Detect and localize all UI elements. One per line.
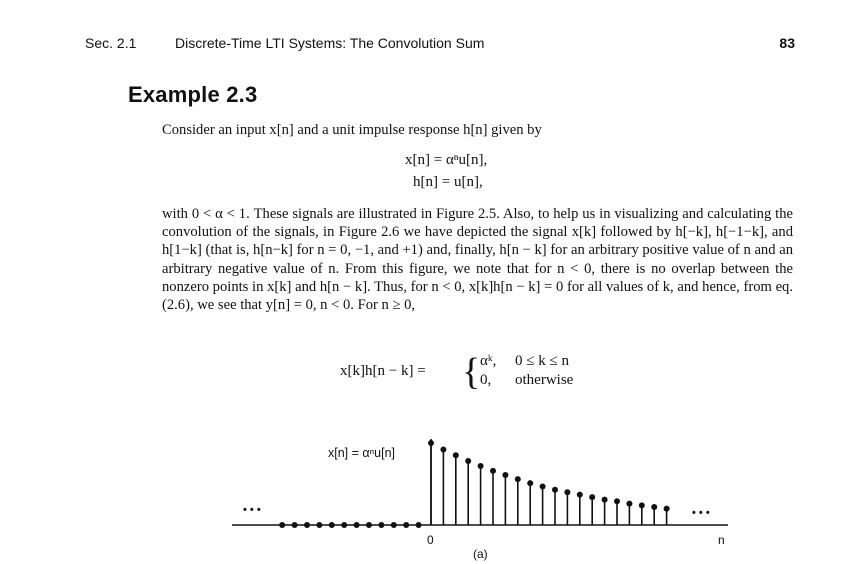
equation-input: x[n] = αⁿu[n], (405, 152, 488, 168)
piecewise-lhs: x[k]h[n − k] = (340, 363, 426, 379)
right-ellipsis: • • • (692, 507, 710, 519)
body-paragraph: with 0 < α < 1. These signals are illustrated in Figure 2.5. Also, to help us in visualizing and calculating the convolution of the signals, in Figure 2.6 we have depicted the signal x[k] followed by h[−k], h[−1−k], and h[1−k] (that is, h[n−k] for n = 0, −1, and +1) and, finally, h[n − k] for an arbitrary positive value of n and an arbitrary negative value of n. From this figure, we note that for n < 0, there is no overlap between the nonzero points in x[k] and h[n − k]. Thus, for n < 0, x[k]h[n − k] = 0 for all values of k, and hence, from eq. (2.6), we see that y[n] = 0, n < 0. For n ≥ 0, (162, 206, 793, 314)
left-ellipsis: • • • (243, 504, 261, 516)
stem-point-n2 (453, 452, 459, 458)
signal-label: x[n] = αⁿu[n] (328, 446, 396, 460)
equation-impulse-response: h[n] = u[n], (413, 174, 483, 190)
stem-point-n5 (490, 468, 496, 474)
stem-point-n17 (639, 502, 645, 508)
stem-point-n14 (602, 497, 608, 503)
piecewise-row2-condition: otherwise (515, 372, 574, 388)
stem-point-n13 (589, 494, 595, 500)
stem-point-n16 (626, 501, 632, 507)
stem-point-n1 (440, 447, 446, 453)
stem-point-n3 (465, 458, 471, 464)
origin-label: 0 (427, 533, 434, 547)
stem-point-n9 (540, 483, 546, 489)
stem-point-n4 (478, 463, 484, 469)
stem-point-n8 (527, 480, 533, 486)
page-number: 83 (779, 35, 795, 51)
stem-point-n10 (552, 487, 558, 493)
running-title: Discrete-Time LTI Systems: The Convolution Sum (175, 35, 485, 51)
section-label: Sec. 2.1 (85, 35, 137, 51)
figure-caption: (a) (473, 547, 488, 561)
stem-point-n15 (614, 498, 620, 504)
piecewise-brace: { (462, 351, 481, 393)
piecewise-row2-value: 0, (480, 372, 492, 388)
stem-point-n7 (515, 476, 521, 482)
stem-point-n19 (664, 506, 670, 512)
intro-paragraph: Consider an input x[n] and a unit impulse response h[n] given by (162, 122, 542, 138)
piecewise-row1-condition: 0 ≤ k ≤ n (515, 353, 569, 369)
n-axis-label: n (718, 533, 725, 547)
stem-point-n6 (502, 472, 508, 478)
stem-point-n12 (577, 492, 583, 498)
stem-point-n11 (564, 489, 570, 495)
piecewise-row1-value: αᵏ, (480, 353, 497, 369)
example-heading: Example 2.3 (128, 82, 258, 107)
stem-point-n18 (651, 504, 657, 510)
